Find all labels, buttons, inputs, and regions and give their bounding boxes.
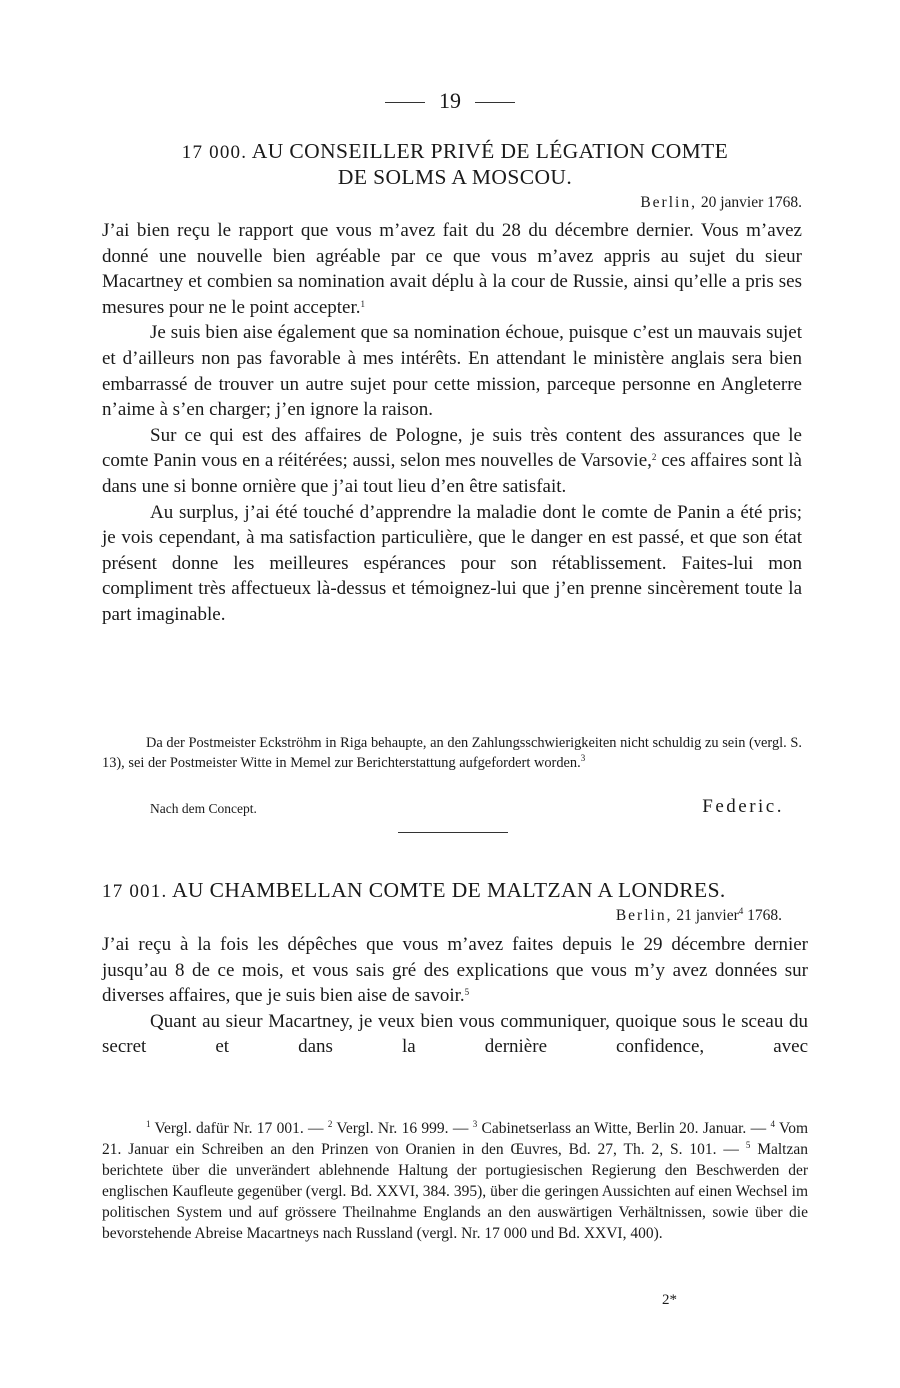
page-number: 19 (439, 88, 461, 113)
footnote-ref-4: 4 (738, 906, 744, 916)
footnote-5-mark: 5 (745, 1140, 751, 1150)
letter-2-title: AU CHAMBELLAN COMTE DE MALTZAN A LONDRES. (172, 878, 726, 902)
footnote-3: Cabinetserlass an Witte, Berlin 20. Januar. — (477, 1120, 771, 1137)
footnote-2-mark: 2 (327, 1119, 333, 1129)
footnote-ref-2: 2 (651, 452, 657, 463)
footnote-ref-1: 1 (360, 298, 366, 309)
letter-1-dateline (450, 193, 802, 213)
letter-1-title-line1: AU CONSEILLER PRIVÉ DE LÉGATION COMTE (251, 139, 729, 163)
footnote-1: Vergl. dafür Nr. 17 001. — (150, 1120, 328, 1137)
letter-2-body (102, 932, 808, 1060)
letter-1-body (102, 218, 802, 628)
letter-1-date: 20 janvier 1768. (700, 194, 802, 211)
letter-1-paragraph-1: J’ai bien reçu le rapport que vous m’avez fait du 28 du décembre dernier. Vous m’avez donné une nouvelle bien agréable par ce que vous m’avez appris au sujet du sieur Macartney et combien sa nomination avait déplu à la cour de Russie, ainsi qu’elle a pris ses mesures pour ne le point accepter.$^1$ (102, 220, 802, 318)
footnote-ref-5: 5 (464, 987, 470, 998)
letter-2-paragraph-1: J’ai reçu à la fois les dépêches que vous m’avez faites depuis le 29 décembre dernier jusqu’au 8 de ce mois, et vous sais gré des explications que vous m’y avez données sur diverses affaires, que je suis bien aise de savoir.$^5$ (102, 934, 808, 1007)
letter-2-place: Berlin, (615, 907, 673, 924)
page-header (0, 88, 900, 114)
footnote-3-mark: 3 (472, 1119, 478, 1129)
section-separator (398, 832, 508, 833)
letter-2-heading (102, 877, 802, 905)
letter-1-title-line2: DE SOLMS A MOSCOU. (337, 165, 573, 189)
letter-2-number: 17 001. (102, 881, 168, 902)
footnote-4-mark: 4 (770, 1119, 775, 1129)
letter-1-signature: Federic. (702, 796, 784, 817)
header-rule-right (475, 102, 515, 103)
footnotes (102, 1118, 808, 1244)
letter-1-paragraph-2: Je suis bien aise également que sa nomination échoue, puisque c’est un mauvais sujet et d’ailleurs non pas favorable à mes intérêts. En attendant le ministère anglais sera bien embarrassé de trouver un autre sujet pour cette mission, parceque personne en Angleterre n’aime à s’en charger; j’en ignore la raison. (102, 322, 802, 421)
footnote-1-mark: 1 (146, 1119, 151, 1129)
letter-1-place: Berlin, (640, 194, 697, 211)
letter-1-paragraph-3: Sur ce qui est des affaires de Pologne, je suis très content des assurances que le comte Panin vous en a réitérées; aussi, selon mes nouvelles de Varsovie,$^2$ ces affaires sont là dans une si bonne ornière que j’ai tout lieu d’en être satisfait. (102, 424, 802, 497)
footnote-ref-3: 3 (580, 753, 586, 763)
letter-2-date: 21 janvier (676, 907, 739, 924)
letter-2-dateline: Berlin, 21 janvier$^4$ 1768. (615, 906, 782, 924)
letter-1-editor-note: Da der Postmeister Eckströhm in Riga behaupte, an den Zahlungsschwierigkeiten nicht schuldig zu sein (vergl. S. 13), sei der Postmeister Witte in Memel zur Berichterstattung aufgefordert worden.$^3$ (102, 735, 802, 771)
footnote-4: Vom 21. Januar ein Schreiben an den Prinzen von Oranien in den Œuvres, Bd. 27, Th. 2, S. 101. — (102, 1120, 808, 1158)
letter-1-heading (120, 138, 790, 166)
footnote-2: Vergl. Nr. 16 999. — (332, 1120, 473, 1137)
letter-1-source: Nach dem Concept. (150, 801, 257, 816)
letter-1-paragraph-4: Au surplus, j’ai été touché d’apprendre la maladie dont le comte de Panin a été pris; je vois cependant, à ma satisfaction particulière, que le danger en est passé, et que son état présent donne les meilleures espérances pour son rétablissement. Faites-lui mon compliment très affectueux là-dessus et témoignez-lui que j’en prenne sincèrement toute la part imaginable. (102, 501, 802, 625)
header-rule-left (385, 102, 425, 103)
letter-1-number: 17 000. (181, 142, 248, 163)
footnote-5: Maltzan berichtete über die unverändert ablehnende Haltung der portugiesischen Regierung den Beschwerden der englischen Kaufleute gegenüber (vergl. Bd. XXVI, 384. 395), über die geringen Aussichten auf einen Wechsel im politischen System und auf grössere Theilnahme Englands an den auswärtigen Verhältnissen, sowie über die bevorstehende Abreise Macartneys nach Russland (vergl. Nr. 17 000 und Bd. XXVI, 400). (102, 1141, 808, 1242)
letter-2-paragraph-2: Quant au sieur Macartney, je veux bien vous communiquer, quoique sous le sceau du secret et dans la dernière confidence, avec (102, 1010, 808, 1058)
sheet-signature: 2* (662, 1292, 677, 1308)
